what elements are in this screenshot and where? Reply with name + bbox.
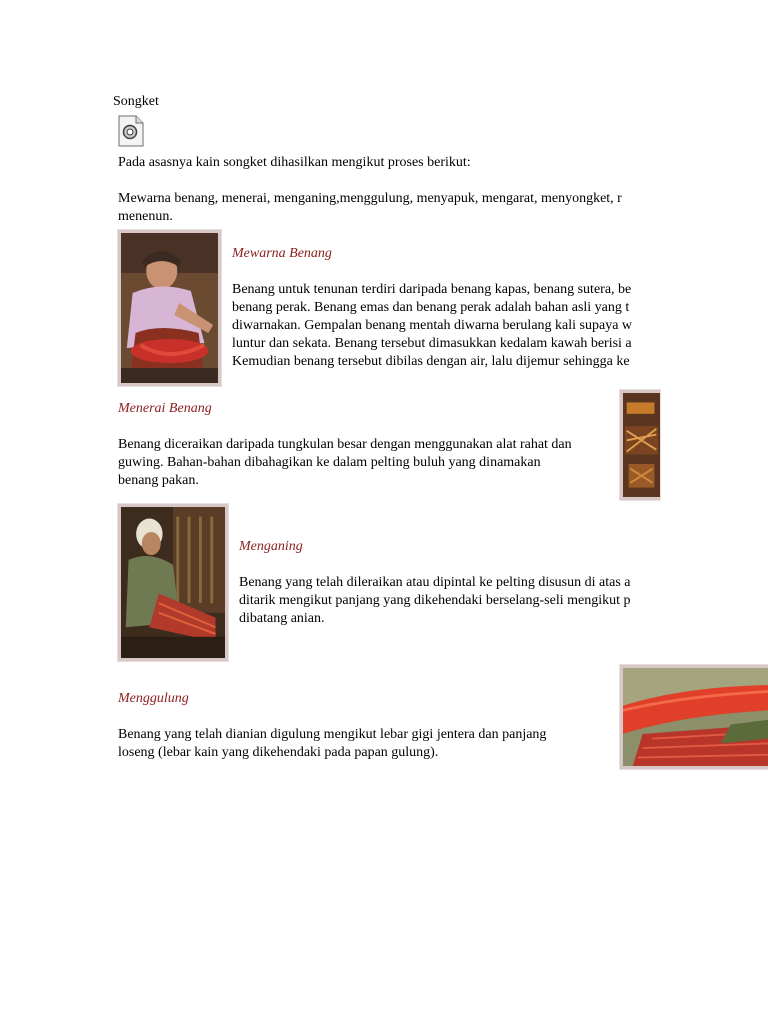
section-1-line-4: luntur dan sekata. Benang tersebut dimasukkan kedalam kawah berisi a xyxy=(232,336,632,351)
section-1-line-2: benang perak. Benang emas dan benang perak adalah bahan asli yang t xyxy=(232,300,630,315)
audio-file-icon[interactable] xyxy=(117,115,145,147)
process-line-2: menenun. xyxy=(118,209,173,224)
section-1-line-1: Benang untuk tenunan terdiri daripada benang kapas, benang sutera, be xyxy=(232,282,632,297)
section-heading-mewarna: Mewarna Benang xyxy=(232,246,332,261)
section-heading-menggulung: Menggulung xyxy=(118,691,189,706)
menerai-photo xyxy=(620,390,660,500)
section-4-line-2: loseng (lebar kain yang dikehendaki pada papan gulung). xyxy=(118,745,439,760)
dyeing-photo xyxy=(118,230,221,386)
page-title: Songket xyxy=(113,94,159,109)
section-4-line-1: Benang yang telah dianian digulung mengikut lebar gigi jentera dan panjang xyxy=(118,727,547,742)
section-2-line-2: guwing. Bahan-bahan dibahagikan ke dalam pelting buluh yang dinamakan xyxy=(118,455,541,470)
process-line-1: Mewarna benang, menerai, menganing,menggulung, menyapuk, mengarat, menyongket, r xyxy=(118,191,622,206)
section-heading-menerai: Menerai Benang xyxy=(118,401,212,416)
menganing-photo xyxy=(118,504,228,661)
menggulung-photo xyxy=(620,665,768,769)
section-2-line-1: Benang diceraikan daripada tungkulan besar dengan menggunakan alat rahat dan xyxy=(118,437,572,452)
section-3-line-1: Benang yang telah dileraikan atau dipintal ke pelting disusun di atas a xyxy=(239,575,631,590)
intro-text: Pada asasnya kain songket dihasilkan mengikut proses berikut: xyxy=(118,155,471,170)
section-3-line-3: dibatang anian. xyxy=(239,611,325,626)
section-1-line-3: diwarnakan. Gempalan benang mentah diwarna berulang kali supaya w xyxy=(232,318,633,333)
section-3-line-2: ditarik mengikut panjang yang dikehendaki berselang-seli mengikut p xyxy=(239,593,631,608)
section-2-line-3: benang pakan. xyxy=(118,473,199,488)
section-1-line-5: Kemudian benang tersebut dibilas dengan air, lalu dijemur sehingga ke xyxy=(232,354,630,369)
section-heading-menganing: Menganing xyxy=(239,539,303,554)
